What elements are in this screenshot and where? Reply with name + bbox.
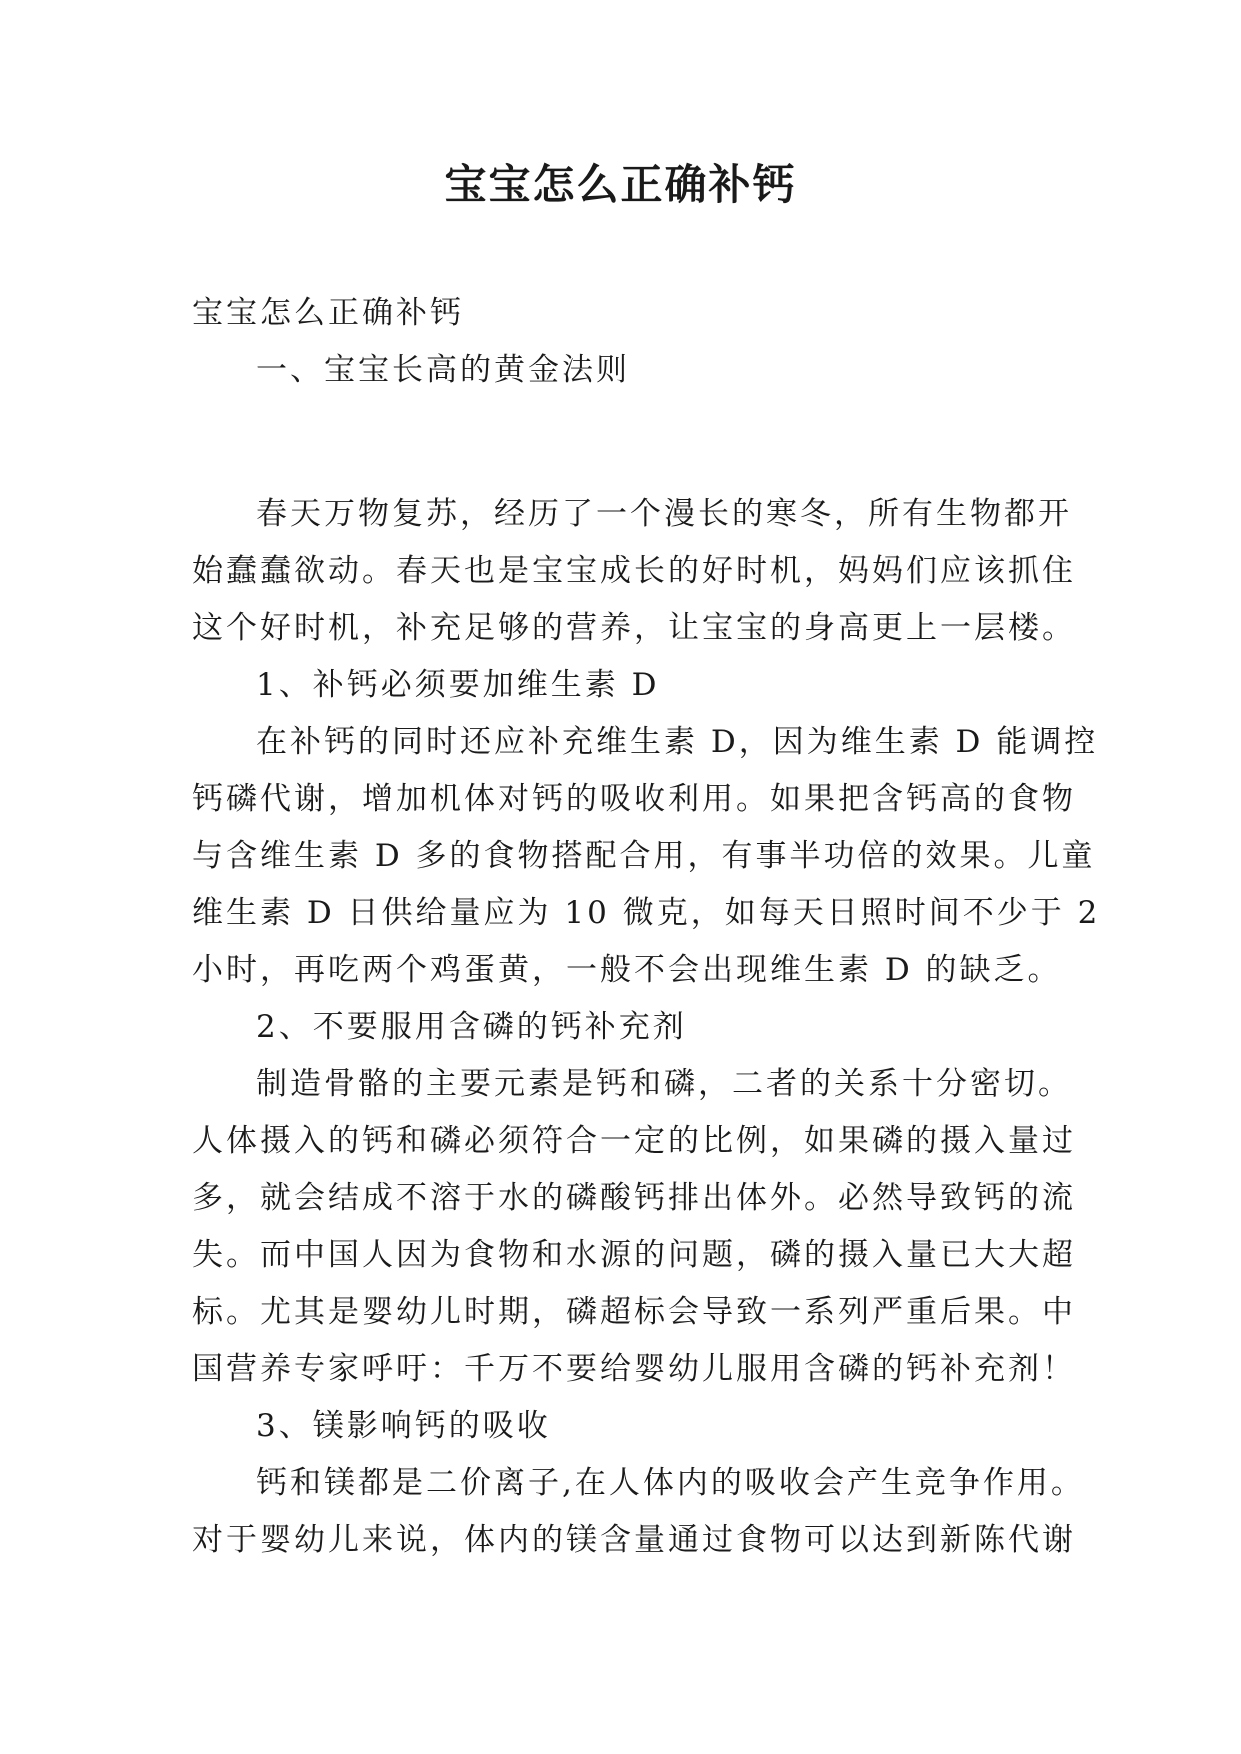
text-line: 春天万物复苏，经历了一个漫长的寒冬，所有生物都开 (256, 496, 1072, 532)
paragraph-gap (192, 415, 1062, 470)
text-line: 失。而中国人因为食物和水源的问题，磷的摄入量已大大超 (192, 1237, 1076, 1273)
text-line: 钙磷代谢，增加机体对钙的吸收利用。如果把含钙高的食物 (192, 781, 1076, 817)
document-title: 宝宝怎么正确补钙 (444, 160, 797, 209)
text-line: 在补钙的同时还应补充维生素 D，因为维生素 D 能调控 (256, 724, 1099, 760)
text-line: 始蠢蠢欲动。春天也是宝宝成长的好时机，妈妈们应该抓住 (192, 553, 1076, 589)
text-line: 2、不要服用含磷的钙补充剂 (256, 1009, 687, 1045)
text-line: 多，就会结成不溶于水的磷酸钙排出体外。必然导致钙的流 (192, 1180, 1076, 1216)
text-line: 人体摄入的钙和磷必须符合一定的比例，如果磷的摄入量过 (192, 1123, 1076, 1159)
text-line: 宝宝怎么正确补钙 (192, 295, 464, 331)
text-line: 标。尤其是婴幼儿时期，磷超标会导致一系列严重后果。中 (192, 1294, 1076, 1330)
text-line: 与含维生素 D 多的食物搭配合用，有事半功倍的效果。儿童 (192, 838, 1096, 874)
text-line: 国营养专家呼吁：千万不要给婴幼儿服用含磷的钙补充剂！ (192, 1351, 1076, 1387)
text-line: 小时，再吃两个鸡蛋黄，一般不会出现维生素 D 的缺乏。 (192, 952, 1062, 988)
text-line: 钙和镁都是二价离子,在人体内的吸收会产生竞争作用。 (256, 1465, 1085, 1501)
text-line: 1、补钙必须要加维生素 D (256, 667, 660, 703)
text-line: 这个好时机，补充足够的营养，让宝宝的身高更上一层楼。 (192, 610, 1076, 646)
text-line: 维生素 D 日供给量应为 10 微克，如每天日照时间不少于 2 (192, 895, 1101, 931)
text-line: 对于婴幼儿来说，体内的镁含量通过食物可以达到新陈代谢 (192, 1522, 1076, 1558)
text-line: 制造骨骼的主要元素是钙和磷，二者的关系十分密切。 (256, 1066, 1072, 1102)
text-line: 3、镁影响钙的吸收 (256, 1408, 551, 1444)
document-body (192, 285, 1101, 1569)
text-line: 一、宝宝长高的黄金法则 (256, 352, 630, 388)
